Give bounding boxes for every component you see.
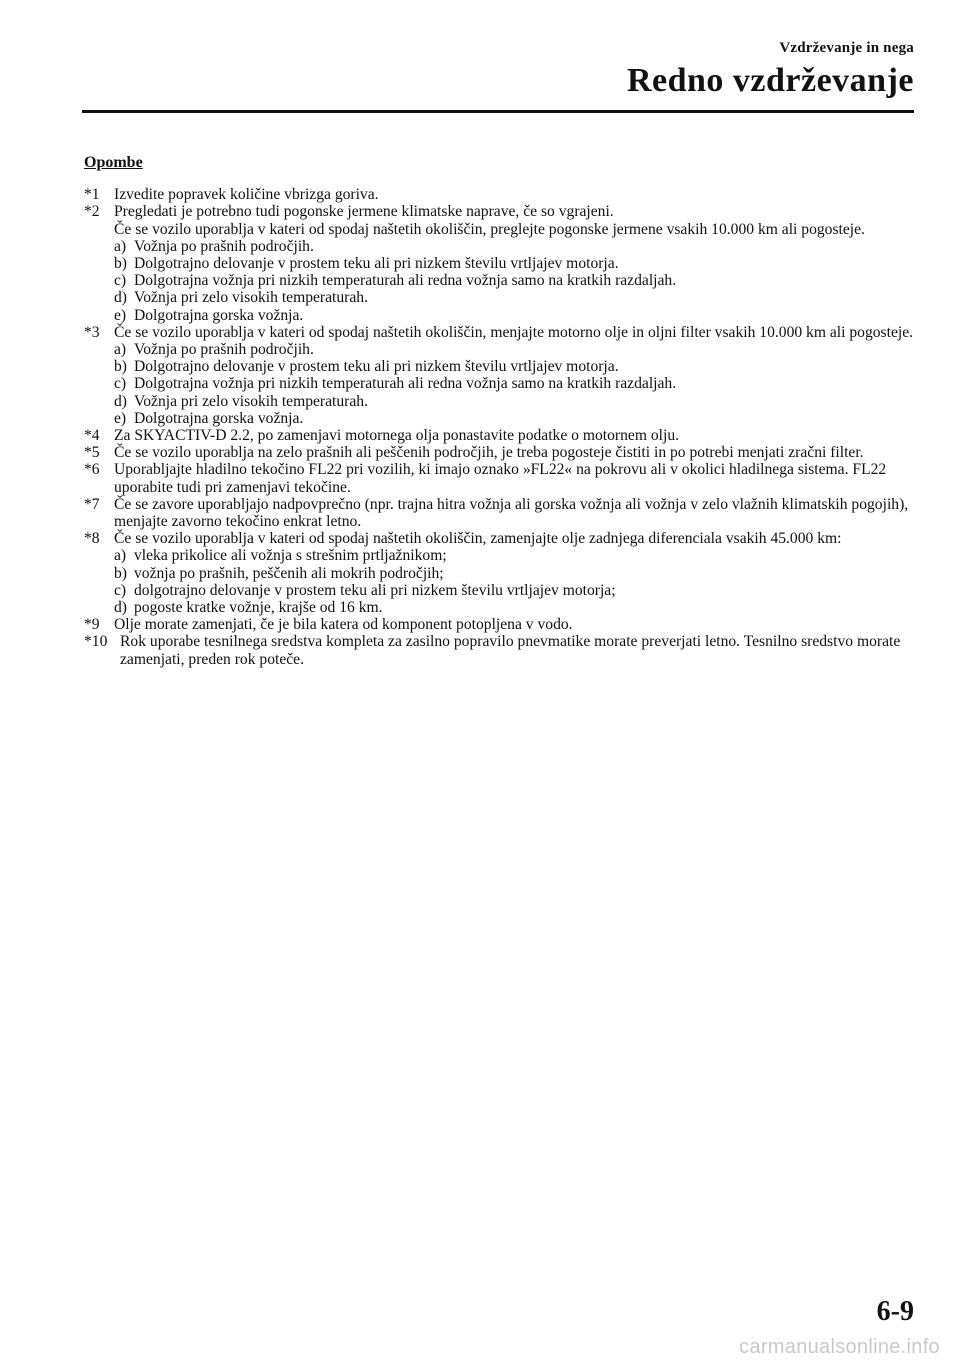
subitem-label: b) bbox=[114, 358, 127, 376]
subitem-label: d) bbox=[114, 289, 127, 307]
subitem-label: a) bbox=[114, 547, 127, 565]
note-label: *8 bbox=[84, 530, 100, 548]
note-text: Če se zavore uporabljajo nadpovprečno (npr. trajna hitra vožnja ali gorska vožnja ali vožnja v zelo vlažnih klimatskih pogojih), menjajte zavorno tekočino enkrat letno. bbox=[114, 495, 909, 531]
subitem-text: pogoste kratke vožnje, krajše od 16 km. bbox=[134, 599, 383, 617]
note-text: Izvedite popravek količine vbrizga goriva. bbox=[114, 186, 379, 204]
note-text-continued: Če se vozilo uporablja v kateri od spodaj naštetih okoliščin, preglejte pogonske jermene vsakih 10.000 km ali pogosteje. bbox=[114, 220, 865, 238]
note-item bbox=[84, 203, 916, 323]
note-subitem bbox=[114, 341, 916, 358]
subitem-text: Vožnja pri zelo visokih temperaturah. bbox=[134, 392, 368, 410]
note-subitem bbox=[114, 582, 916, 599]
subitem-text: Vožnja po prašnih področjih. bbox=[134, 237, 314, 255]
subitem-label: a) bbox=[114, 237, 127, 255]
note-text: Olje morate zamenjati, če je bila katera od komponent potopljena v vodo. bbox=[114, 616, 573, 634]
note-text: Če se vozilo uporablja v kateri od spodaj naštetih okoliščin, menjajte motorno olje in oljni filter vsakih 10.000 km ali pogosteje. bbox=[114, 323, 914, 341]
note-subitem bbox=[114, 238, 916, 255]
note-label: *7 bbox=[84, 495, 100, 513]
subitem-text: vožnja po prašnih, peščenih ali mokrih področjih; bbox=[134, 564, 444, 582]
page-title: Redno vzdrževanje bbox=[626, 62, 914, 99]
note-text: Če se vozilo uporablja na zelo prašnih ali peščenih področjih, je treba pogosteje čistiti in po potrebi menjati zračni filter. bbox=[114, 444, 864, 462]
subitem-label: d) bbox=[114, 599, 127, 617]
note-subitem bbox=[114, 255, 916, 272]
note-item bbox=[84, 616, 916, 633]
note-subitem bbox=[114, 599, 916, 616]
note-subitem bbox=[114, 393, 916, 410]
watermark: carmanualsonline.info bbox=[739, 1336, 940, 1358]
note-item bbox=[84, 324, 916, 427]
subitem-text: vleka prikolice ali vožnja s strešnim prtljažnikom; bbox=[134, 547, 447, 565]
subitem-label: a) bbox=[114, 341, 127, 359]
notes-list bbox=[84, 186, 916, 668]
subitem-label: b) bbox=[114, 564, 127, 582]
subitem-label: c) bbox=[114, 581, 127, 599]
section-label: Vzdrževanje in nega bbox=[779, 40, 914, 56]
note-subitem bbox=[114, 289, 916, 306]
note-text: Rok uporabe tesnilnega sredstva kompleta za zasilno popravilo pnevmatike morate preverjati letno. Tesnilno sredstvo morate zamenjati, preden rok poteče. bbox=[120, 633, 901, 668]
subitem-text: dolgotrajno delovanje v prostem teku ali pri nizkem številu vrtljajev motorja; bbox=[134, 581, 616, 599]
note-label: *1 bbox=[84, 186, 100, 204]
page-number: 6-9 bbox=[876, 1296, 914, 1327]
note-item bbox=[84, 444, 916, 461]
note-subitem bbox=[114, 565, 916, 582]
notes-heading: Opombe bbox=[84, 154, 143, 171]
note-text: Uporabljajte hladilno tekočino FL22 pri vozilih, ki imajo oznako »FL22« na pokrovu ali v okolici hladilnega sistema. FL22 uporabite tudi pri zamenjavi tekočine. bbox=[114, 461, 887, 496]
note-label: *5 bbox=[84, 444, 100, 462]
subitem-label: c) bbox=[114, 272, 127, 290]
note-text: Pregledati je potrebno tudi pogonske jermene klimatske naprave, če so vgrajeni. bbox=[114, 203, 614, 221]
note-subitem bbox=[114, 547, 916, 564]
subitem-text: Dolgotrajna vožnja pri nizkih temperaturah ali redna vožnja samo na kratkih razdaljah. bbox=[134, 375, 677, 393]
notes-section bbox=[84, 154, 916, 668]
note-label: *4 bbox=[84, 427, 100, 445]
subitem-label: e) bbox=[114, 306, 127, 324]
note-item bbox=[84, 427, 916, 444]
note-subitem bbox=[114, 358, 916, 375]
subitem-label: c) bbox=[114, 375, 127, 393]
note-label: *3 bbox=[84, 323, 100, 341]
note-subitem bbox=[114, 375, 916, 392]
subitem-text: Dolgotrajna gorska vožnja. bbox=[134, 409, 304, 427]
note-item bbox=[84, 633, 916, 667]
subitem-text: Dolgotrajno delovanje v prostem teku ali pri nizkem številu vrtljajev motorja. bbox=[134, 358, 619, 376]
subitem-label: d) bbox=[114, 392, 127, 410]
note-item bbox=[84, 186, 916, 203]
note-label: *6 bbox=[84, 461, 100, 479]
note-text: Če se vozilo uporablja v kateri od spodaj naštetih okoliščin, zamenjajte olje zadnjega diferenciala vsakih 45.000 km: bbox=[114, 530, 842, 548]
note-label: *10 bbox=[84, 633, 108, 651]
note-item bbox=[84, 530, 916, 616]
subitem-label: b) bbox=[114, 255, 127, 273]
subitem-text: Vožnja pri zelo visokih temperaturah. bbox=[134, 289, 368, 307]
note-subitem bbox=[114, 410, 916, 427]
note-label: *2 bbox=[84, 203, 100, 221]
subitem-text: Dolgotrajna vožnja pri nizkih temperaturah ali redna vožnja samo na kratkih razdaljah. bbox=[134, 272, 677, 290]
note-text: Za SKYACTIV-D 2.2, po zamenjavi motornega olja ponastavite podatke o motornem olju. bbox=[114, 427, 680, 445]
note-item bbox=[84, 461, 916, 495]
note-item bbox=[84, 496, 916, 530]
header-rule bbox=[82, 110, 914, 113]
note-subitem bbox=[114, 307, 916, 324]
note-subitem bbox=[114, 272, 916, 289]
subitem-label: e) bbox=[114, 409, 127, 427]
subitem-text: Vožnja po prašnih področjih. bbox=[134, 341, 314, 359]
note-label: *9 bbox=[84, 616, 100, 634]
subitem-text: Dolgotrajna gorska vožnja. bbox=[134, 306, 304, 324]
subitem-text: Dolgotrajno delovanje v prostem teku ali pri nizkem številu vrtljajev motorja. bbox=[134, 255, 619, 273]
